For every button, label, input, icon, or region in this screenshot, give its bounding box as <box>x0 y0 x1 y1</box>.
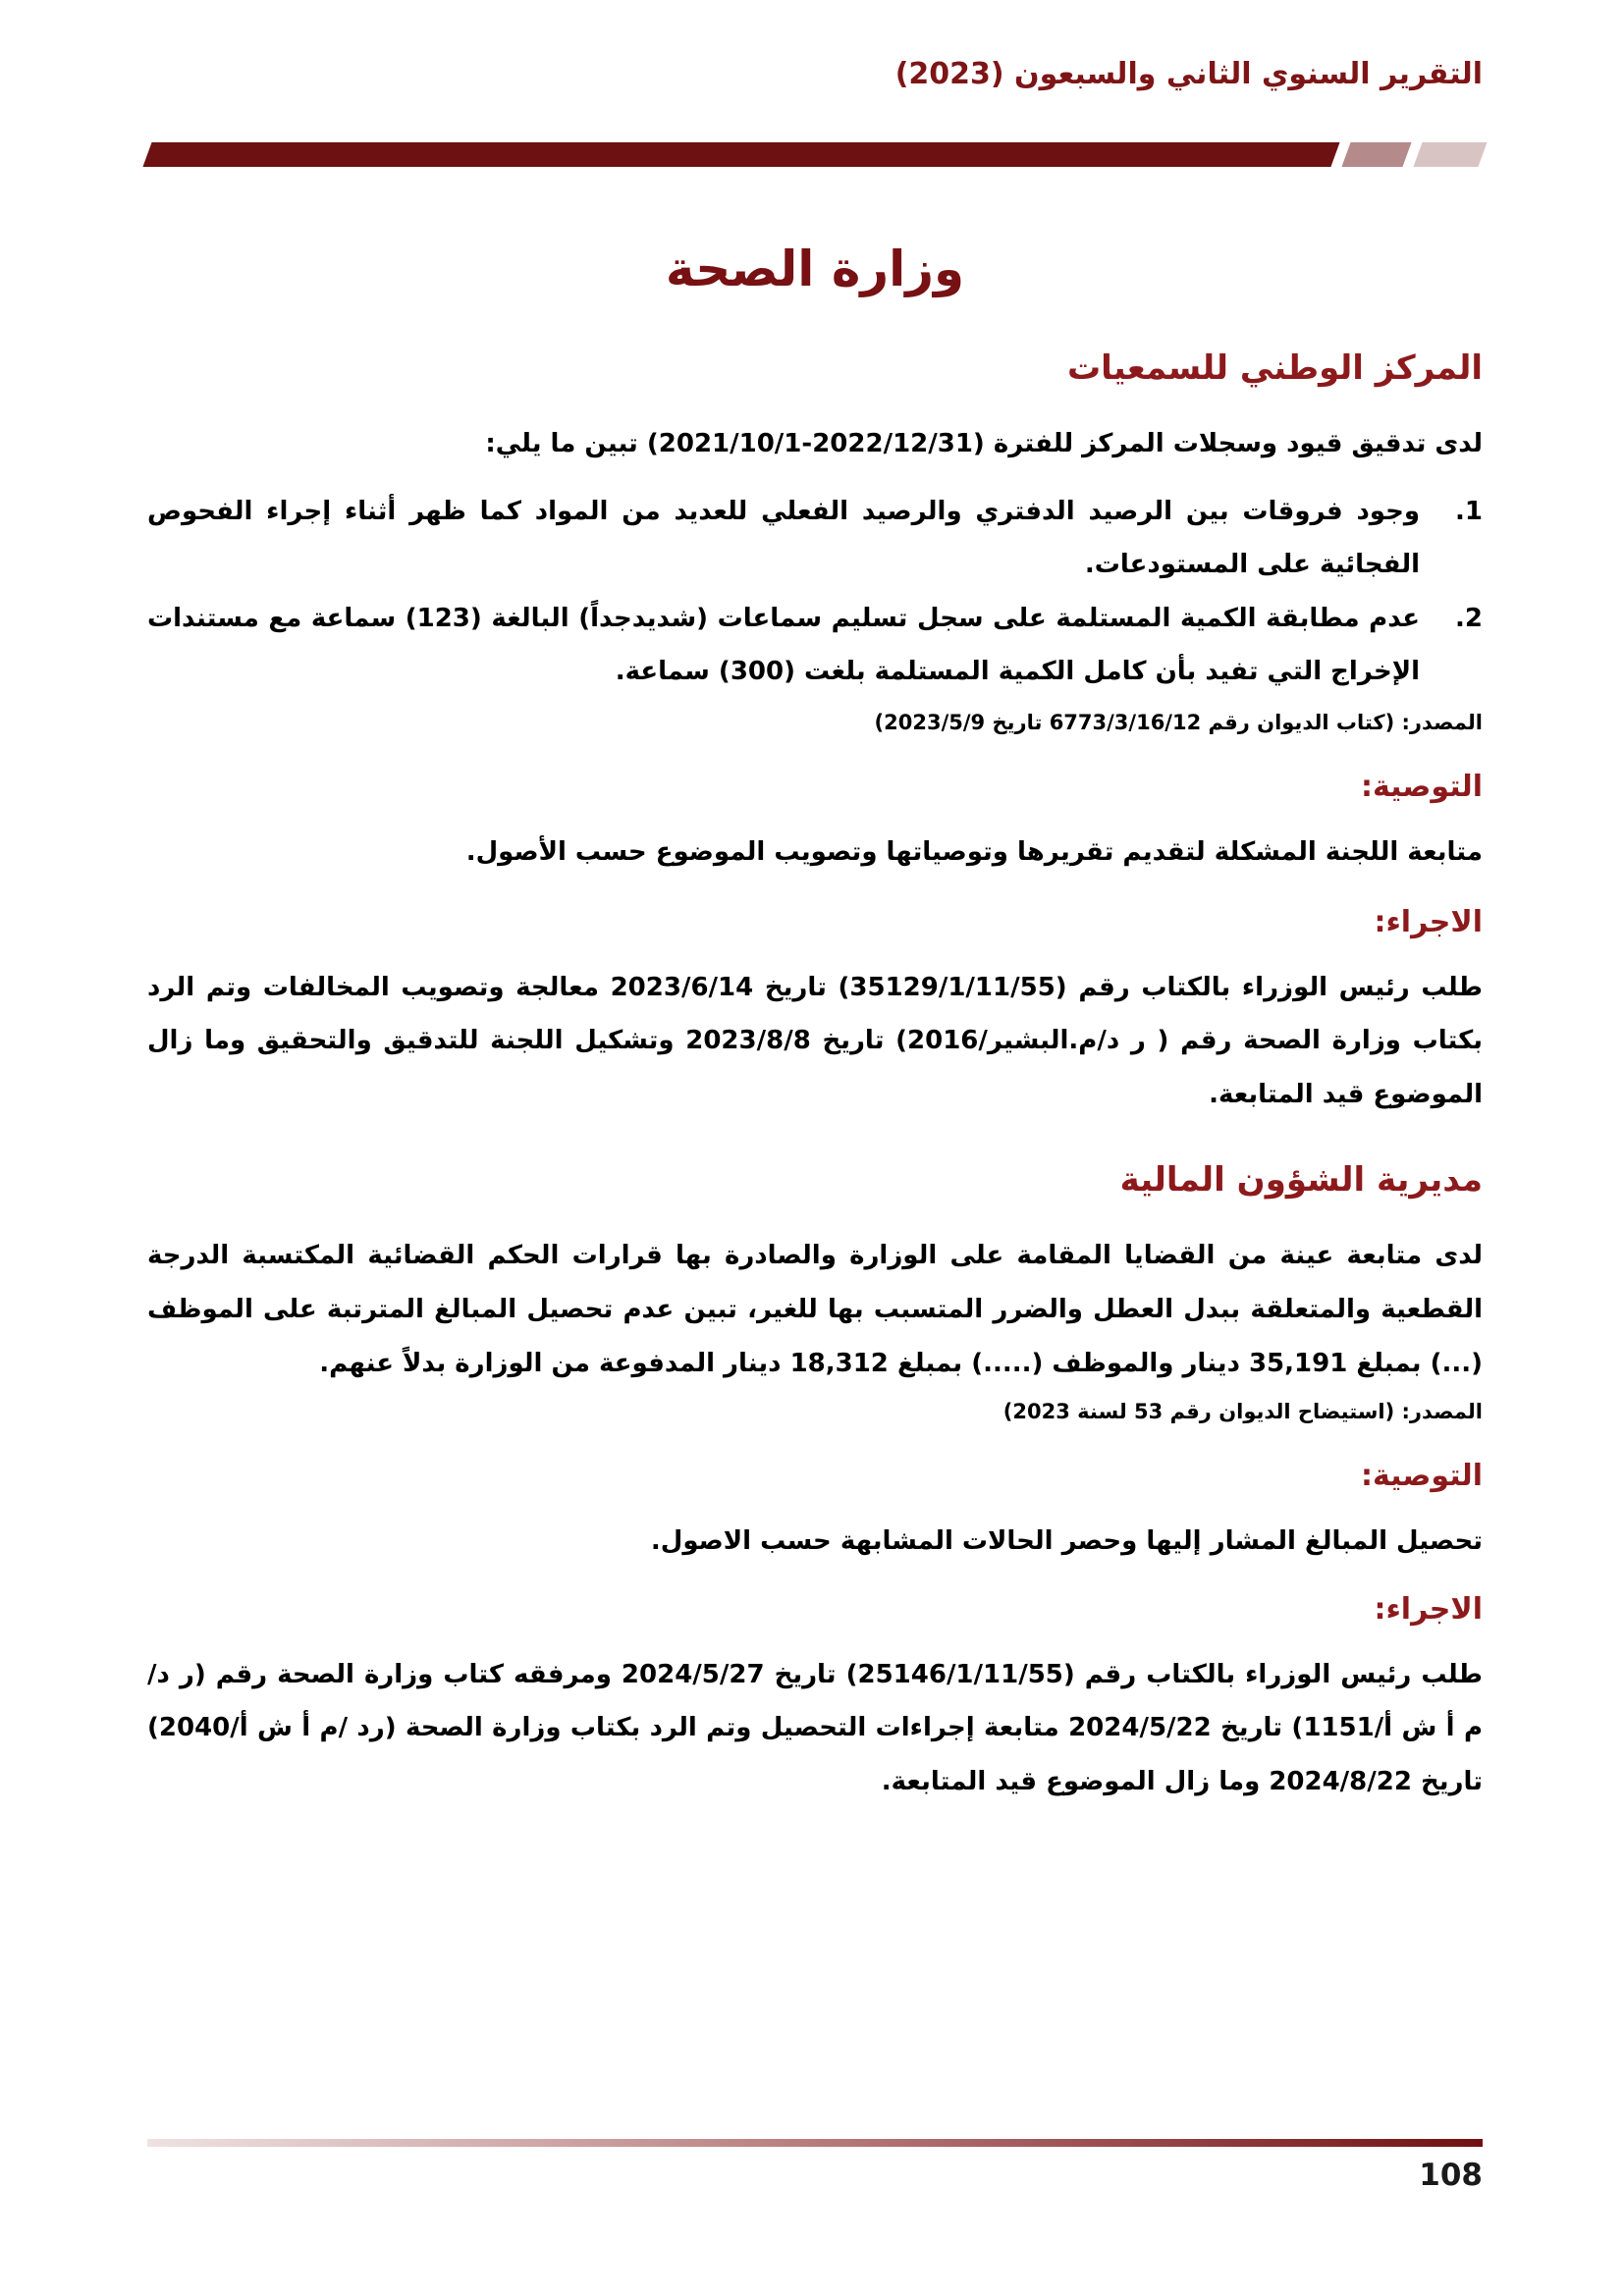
list-item-number: 1. <box>1455 496 1483 526</box>
section-heading-audiology-center: المركز الوطني للسمعيات <box>1066 348 1483 388</box>
page-content <box>0 57 1624 1809</box>
header-bar-segment-pink <box>1413 142 1487 167</box>
section-heading-financial-affairs: مديرية الشؤون المالية <box>1119 1160 1483 1201</box>
audiology-intro-paragraph: لدى تدقيق قيود وسجلات المركز للفترة (2022/12/31-2021/10/1) تبين ما يلي: <box>485 429 1483 458</box>
recommendation-text-finance: تحصيل المبالغ المشار إليها وحصر الحالات المشابهة حسب الاصول. <box>650 1526 1483 1557</box>
recommendation-heading-audiology: التوصية: <box>1360 769 1483 804</box>
list-item <box>147 592 1483 699</box>
header-decoration-bar <box>147 142 1483 167</box>
action-text-finance: طلب رئيس الوزراء بالكتاب رقم (25146/1/11/55) تاريخ 2024/5/27 ومرفقه كتاب وزارة الصحة رقم (ر د/م أ ش أ/1151) تاريخ 2024/5/22 متابعة إجراءات التحصيل وتم الرد بكتاب وزارة الصحة (رد /م أ ش أ/2040) تاريخ 2024/8/22 وما زال الموضوع قيد المتابعة. <box>147 1659 1484 1796</box>
header-bar-segment-dark <box>142 142 1339 167</box>
header-bar-segment-mauve <box>1341 142 1411 167</box>
list-item <box>147 485 1483 592</box>
source-note-finance: المصدر: (استيضاح الديوان رقم 53 لسنة 2023) <box>1002 1400 1483 1424</box>
finance-intro-paragraph: لدى متابعة عينة من القضايا المقامة على الوزارة والصادرة بها قرارات الحكم القضائية المكتسبة الدرجة القطعية والمتعلقة ببدل العطل والضرر المتسبب بها للغير، تبين عدم تحصيل المبالغ المترتبة على الموظف (...) بمبلغ 35,191 دينار والموظف (.....) بمبلغ 18,312 دينار المدفوعة من الوزارة بدلاً عنهم. <box>147 1241 1483 1378</box>
action-heading-audiology: الاجراء: <box>1374 904 1483 939</box>
list-item-number: 2. <box>1455 603 1483 633</box>
source-note-audiology: المصدر: (كتاب الديوان رقم 6773/3/16/12 تاريخ 2023/5/9) <box>874 710 1483 734</box>
page-title: وزارة الصحة <box>665 240 965 297</box>
list-item-text: عدم مطابقة الكمية المستلمة على سجل تسليم سماعات (شديدجداً) البالغة (123) سماعة مع مستندات الإخراج التي تفيد بأن كامل الكمية المستلمة بلغت (300) سماعة. <box>147 603 1420 687</box>
list-item-text: وجود فروقات بين الرصيد الدفتري والرصيد الفعلي للعديد من المواد كما ظهر أثناء إجراء الفحوص الفجائية على المستودعات. <box>147 496 1420 580</box>
recommendation-text-audiology: متابعة اللجنة المشكلة لتقديم تقريرها وتوصياتها وتصويب الموضوع حسب الأصول. <box>465 836 1483 867</box>
action-text-audiology: طلب رئيس الوزراء بالكتاب رقم (35129/1/11/55) تاريخ 2023/6/14 معالجة وتصويب المخالفات وتم الرد بكتاب وزارة الصحة رقم ( ر د/م.البشير/2016) تاريخ 2023/8/8 وتشكيل اللجنة للتدقيق والتحقيق وما زال الموضوع قيد المتابعة. <box>147 972 1484 1109</box>
recommendation-heading-finance: التوصية: <box>1360 1459 1483 1494</box>
audiology-findings-list <box>147 485 1483 699</box>
action-heading-finance: الاجراء: <box>1374 1591 1483 1627</box>
page-number: 108 <box>1419 2158 1483 2193</box>
footer-divider-line <box>147 2139 1483 2147</box>
report-header-title: التقرير السنوي الثاني والسبعون (2023) <box>894 57 1483 91</box>
